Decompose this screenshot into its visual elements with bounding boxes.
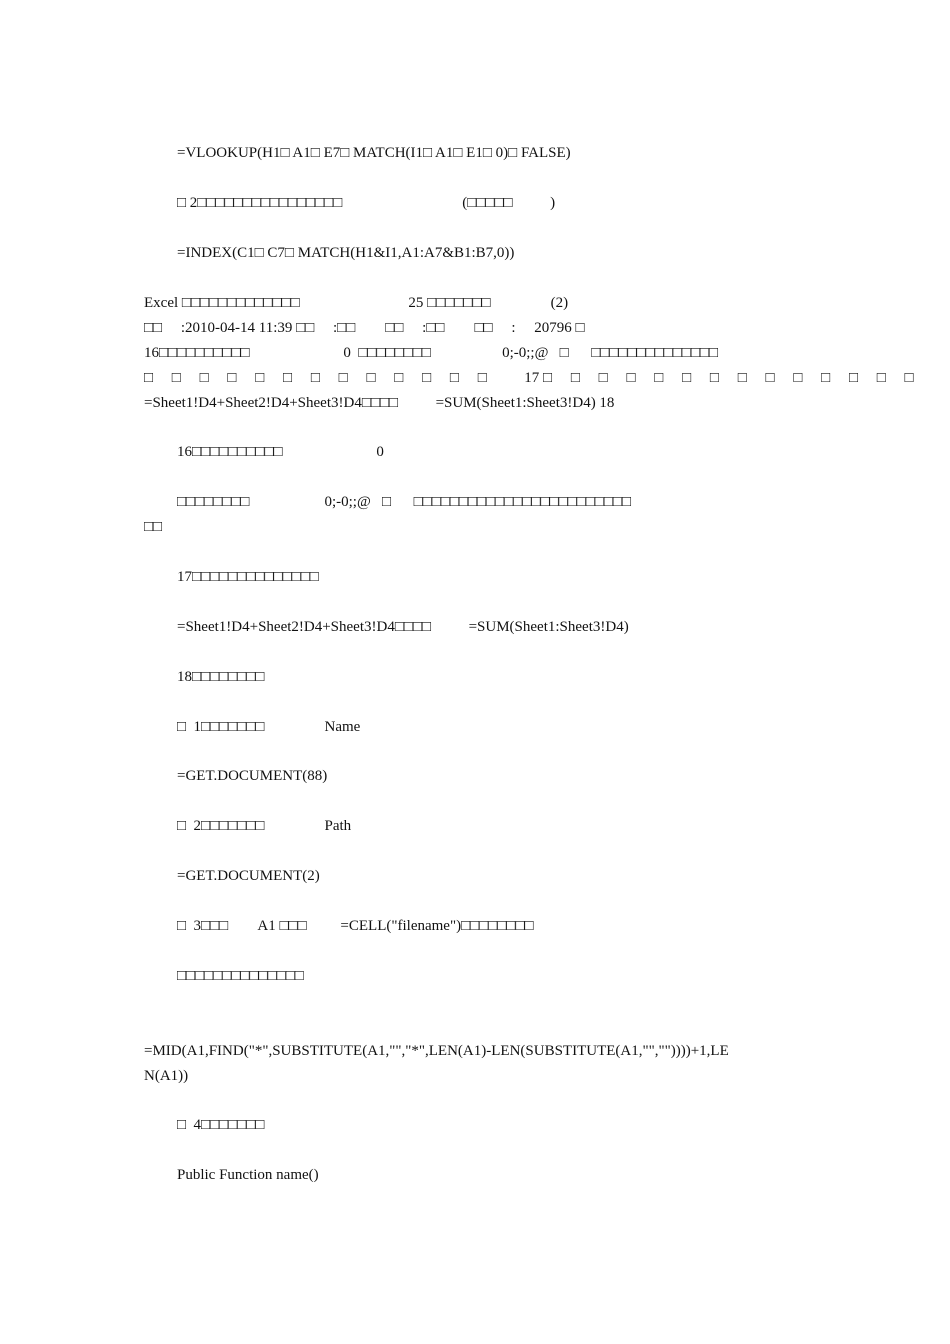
text-line: □□ <box>144 519 163 535</box>
text-line: □ 3□□□ A1 □□□ =CELL("filename")□□□□□□□□ <box>177 918 534 934</box>
text-line: □□□□□□□□ 0;-0;;@ □ □□□□□□□□□□□□□□□□□□□□□□□□ <box>177 494 632 510</box>
text-line: □ 2□□□□□□□ Path <box>177 818 352 834</box>
article-meta: □□ :2010-04-14 11:39 □□ :□□ □□ :□□ □□ : 20796 □ <box>144 320 585 336</box>
text-line: □ 1□□□□□□□ Name <box>177 719 361 735</box>
text-line: N(A1)) <box>144 1068 189 1084</box>
text-line: =MID(A1,FIND("*",SUBSTITUTE(A1,"","*",LEN(A1)-LEN(SUBSTITUTE(A1,"",""))))+1,LE <box>144 1043 729 1059</box>
text-line: Public Function name() <box>177 1167 319 1183</box>
text-line: 16□□□□□□□□□□ 0 <box>177 444 384 460</box>
text-line: □ 2□□□□□□□□□□□□□□□□ (□□□□□ ) <box>177 195 556 211</box>
text-line: =INDEX(C1□ C7□ MATCH(H1&I1,A1:A7&B1:B7,0)) <box>177 245 515 261</box>
text-line: 16□□□□□□□□□□ 0 □□□□□□□□ 0;-0;;@ □ □□□□□□□□□□□□□□ <box>144 345 719 361</box>
text-line: 17□□□□□□□□□□□□□□ <box>177 569 319 585</box>
text-line: =VLOOKUP(H1□ A1□ E7□ MATCH(I1□ A1□ E1□ 0)□ FALSE) <box>177 145 571 161</box>
text-line: 18□□□□□□□□ <box>177 669 265 685</box>
text-line: =GET.DOCUMENT(88) <box>177 768 328 784</box>
text-line: □□□□□□□□□□□□□□ <box>177 968 304 984</box>
article-title: Excel □□□□□□□□□□□□□ 25 □□□□□□□ (2) <box>144 295 569 311</box>
text-line: =GET.DOCUMENT(2) <box>177 868 320 884</box>
text-line: =Sheet1!D4+Sheet2!D4+Sheet3!D4□□□□ =SUM(Sheet1:Sheet3!D4) 18 <box>144 395 615 411</box>
text-line: □ □ □ □ □ □ □ □ □ □ □ □ □ 17 □ □ □ □ □ □ □ □ □ □ □ □ □ □ <box>144 370 914 386</box>
text-line: □ 4□□□□□□□ <box>177 1117 265 1133</box>
text-line: =Sheet1!D4+Sheet2!D4+Sheet3!D4□□□□ =SUM(Sheet1:Sheet3!D4) <box>177 619 629 635</box>
